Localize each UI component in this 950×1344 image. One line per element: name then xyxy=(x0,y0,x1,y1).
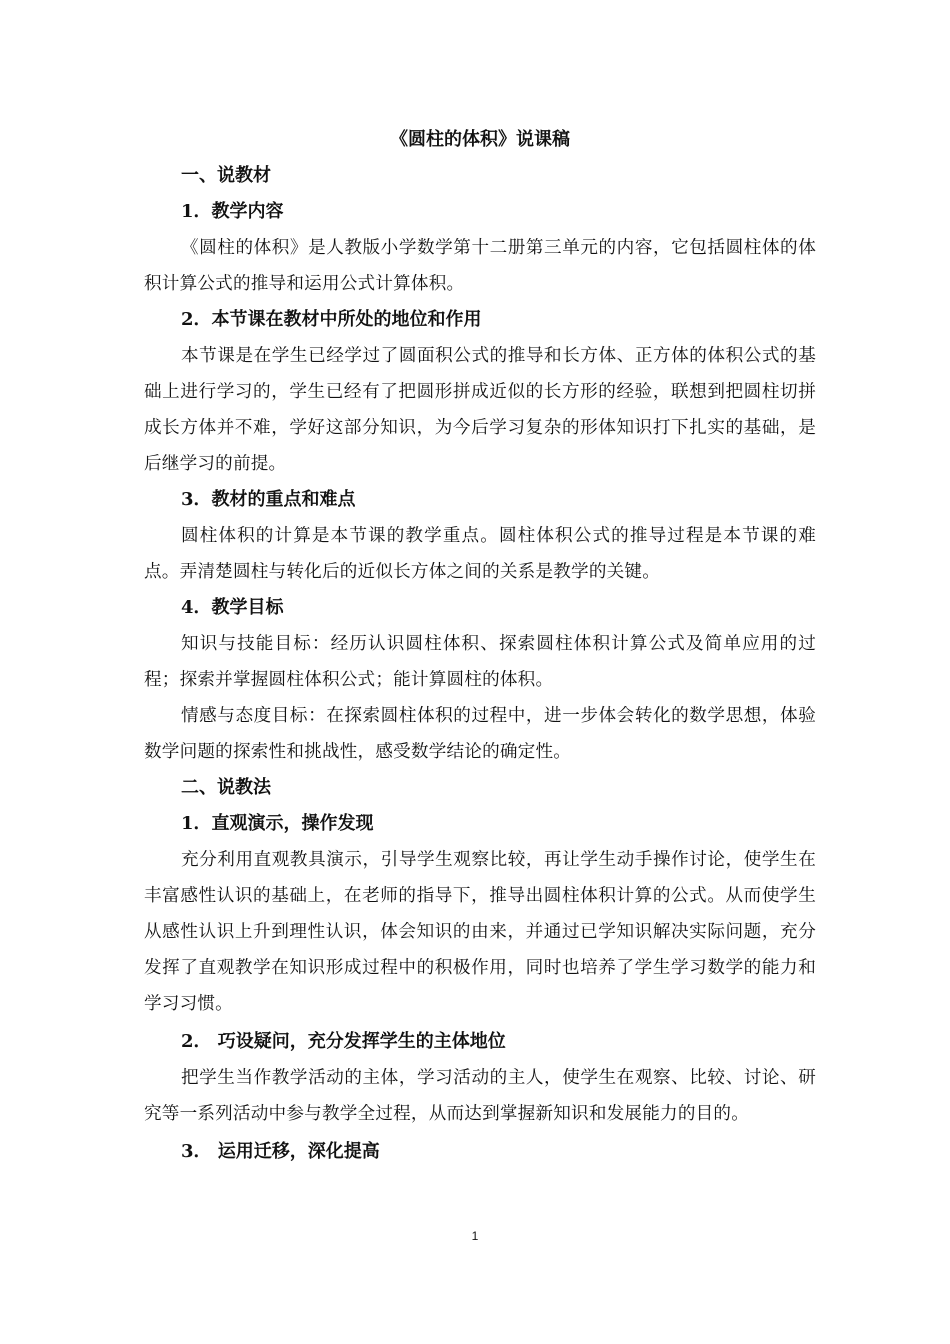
subheading-transfer-deepen: 3． 运用迁移，深化提高 xyxy=(181,1141,380,1162)
paragraph-position-role: 本节课是在学生已经学过了圆面积公式的推导和长方体、正方体的体积公式的基础上进行学习的，学生已经有了把圆形拼成近似的长方形的经验，联想到把圆柱切拼成长方体并不难，学好这部分知识，为今后学习复杂的形体知识打下扎实的基础，是后继学习的前提。 xyxy=(144,346,816,474)
subheading-key-difficult-points: 3．教材的重点和难点 xyxy=(181,489,356,510)
paragraph-knowledge-goals: 知识与技能目标：经历认识圆柱体积、探索圆柱体积计算公式及简单应用的过程；探索并掌握圆柱体积公式；能计算圆柱的体积。 xyxy=(144,634,816,690)
section-heading-teaching-method: 二、说教法 xyxy=(181,777,271,798)
section-heading-teaching-material: 一、说教材 xyxy=(181,165,271,186)
subheading-teaching-content: 1．教学内容 xyxy=(181,201,284,222)
subheading-teaching-goals: 4．教学目标 xyxy=(181,597,284,618)
page-number: 1 xyxy=(471,1229,479,1243)
paragraph-demo-operation: 充分利用直观教具演示，引导学生观察比较，再让学生动手操作讨论，使学生在丰富感性认识的基础上，在老师的指导下，推导出圆柱体积计算的公式。从而使学生从感性认识上升到理性认识，体会知识的由来，并通过已学知识解决实际问题，充分发挥了直观教学在知识形成过程中的积极作用，同时也培养了学生学习数学的能力和学习习惯。 xyxy=(144,850,816,1014)
subheading-student-subject: 2． 巧设疑问，充分发挥学生的主体地位 xyxy=(181,1031,506,1052)
paragraph-key-difficult-points: 圆柱体积的计算是本节课的教学重点。圆柱体积公式的推导过程是本节课的难点。弄清楚圆柱与转化后的近似长方体之间的关系是教学的关键。 xyxy=(144,526,816,582)
document-title: 《圆柱的体积》说课稿 xyxy=(390,129,570,150)
paragraph-teaching-content: 《圆柱的体积》是人教版小学数学第十二册第三单元的内容，它包括圆柱体的体积计算公式的推导和运用公式计算体积。 xyxy=(144,238,816,294)
document-body xyxy=(144,122,816,1170)
subheading-demo-operation: 1．直观演示，操作发现 xyxy=(181,813,374,834)
paragraph-emotion-goals: 情感与态度目标：在探索圆柱体积的过程中，进一步体会转化的数学思想，体验数学问题的探索性和挑战性，感受数学结论的确定性。 xyxy=(144,706,816,762)
subheading-position-role: 2．本节课在教材中所处的地位和作用 xyxy=(181,309,482,330)
paragraph-student-subject: 把学生当作教学活动的主体，学习活动的主人，使学生在观察、比较、讨论、研究等一系列活动中参与教学全过程，从而达到掌握新知识和发展能力的目的。 xyxy=(144,1068,816,1124)
